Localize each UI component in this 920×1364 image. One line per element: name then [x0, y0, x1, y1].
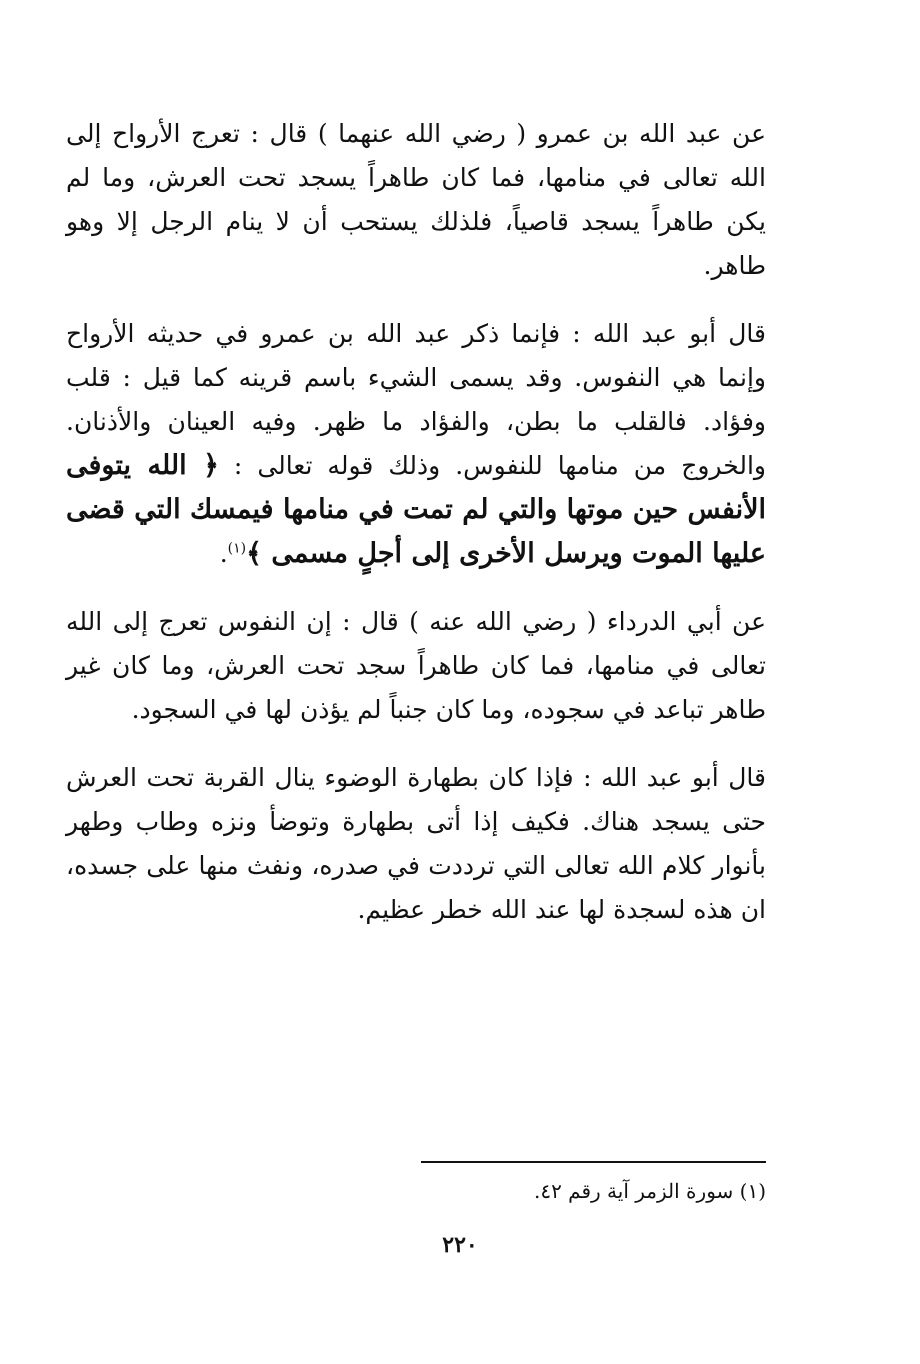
- quran-verse: ﴿ الله يتوفى الأنفس حين موتها والتي لم تمت في منامها فيمسك التي قضى عليها الموت ويرسل الأخرى إلى أجلٍ مسمى ﴾: [66, 450, 766, 569]
- paragraph-3: عن أبي الدرداء ( رضي الله عنه ) قال : إن النفوس تعرج إلى الله تعالى في منامها، فما كان طاهراً سجد تحت العرش، وما كان غير طاهر تباعد في سجوده، وما كان جنباً لم يؤذن لها في السجود.: [66, 607, 766, 724]
- footnote-divider: [421, 1161, 766, 1163]
- paragraph-1: عن عبد الله بن عمرو ( رضي الله عنهما ) قال : تعرج الأرواح إلى الله تعالى في منامها، فما كان طاهراً يسجد تحت العرش، وما لم يكن طاهراً يسجد قاصياً، فلذلك يستحب أن لا ينام الرجل إلا وهو طاهر.: [66, 119, 766, 280]
- paragraph-2-text: قال أبو عبد الله : فإنما ذكر عبد الله بن عمرو في حديثه الأرواح وإنما هي النفوس. وقد يسمى الشيء باسم قرينه كما قيل : قلب وفؤاد. فالقلب ما بطن، والفؤاد ما ظهر. وفيه العينان والأذنان. والخروج من منامها للنفوس. وذلك قوله تعالى :: [66, 319, 766, 480]
- footnote-marker: (١): [227, 540, 247, 557]
- page-number: ٢٢٠: [442, 1232, 478, 1258]
- paragraph-4: قال أبو عبد الله : فإذا كان بطهارة الوضوء ينال القربة تحت العرش حتى يسجد هناك. فكيف إذا أتى بطهارة وتوضأ ونزه وطاب وطهر بأنوار كلام الله تعالى التي ترددت في صدره، ونفث منها على جسده، ان هذه لسجدة لها عند الله خطر عظيم.: [66, 763, 766, 924]
- paragraph-2-end: .: [219, 539, 228, 568]
- page-body: [66, 112, 766, 956]
- paragraph-2: [66, 312, 766, 576]
- footnote: (١) سورة الزمر آية رقم ٤٢.: [533, 1179, 766, 1203]
